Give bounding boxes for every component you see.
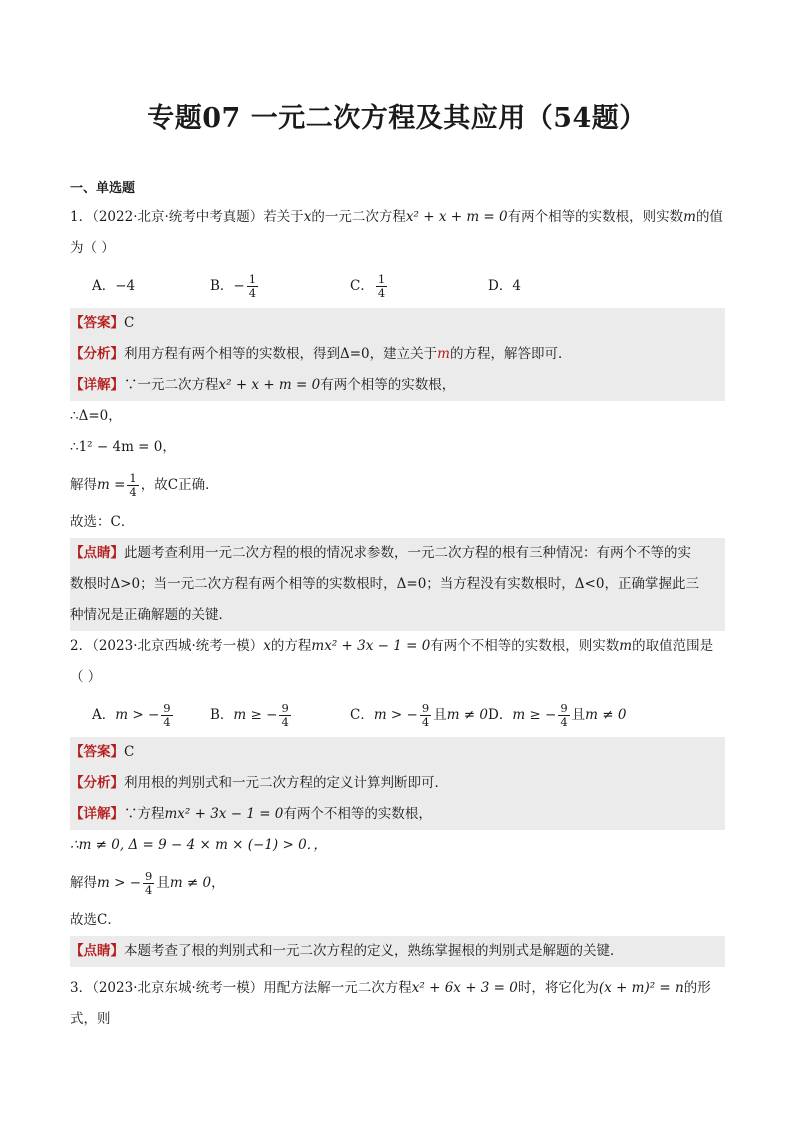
page-title: 专题07 一元二次方程及其应用（54题） (147, 103, 647, 134)
question-3 (70, 973, 725, 1035)
choose-line: 故选：C． (70, 514, 135, 530)
fraction: $\frac{9}{4}$ (163, 700, 171, 729)
fraction: $\frac{9}{4}$ (281, 700, 289, 729)
option-d[interactable]: D．4 (488, 277, 521, 294)
detail-line: 【详解】∵一元二次方程x² + x + m = 0有两个相等的实数根， (70, 377, 456, 393)
step-line: ∴1² − 4m = 0， (70, 439, 176, 455)
review-box-2: 【点睛】本题考查了根的判别式和一元二次方程的定义，熟练掌握根的判别式是解题的关键． (70, 936, 725, 967)
fraction: $\frac{1}{4}$ (248, 271, 257, 300)
fraction: $\frac{1}{4}$ (129, 471, 137, 499)
review-box-1: 【点睛】此题考查利用一元二次方程的根的情况求参数，一元二次方程的根有三种情况：有两个不等的实 数根时Δ>0；当一元二次方程有两个相等的实数根时，Δ=0；当方程没有实数根时，Δ<0，正确掌握此三 种情况是正确解题的关键． (70, 538, 725, 631)
answer-line: 【答案】C (70, 744, 135, 760)
step-line: 解得m > − $\frac{9}{4}$ 且m ≠ 0， (70, 869, 225, 897)
question-1-stem: 1．（2022·北京·统考中考真题）若关于x的一元二次方程x² + x + m = 0有两个相等的实数根，则实数m的值 (70, 209, 723, 225)
option-b[interactable]: B．− $\frac{1}{4}$ (210, 271, 257, 300)
fraction: $\frac{9}{4}$ (421, 700, 430, 729)
question-2-stem-line2: （ ） (70, 669, 102, 685)
question-1-stem-line2: 为（ ） (70, 240, 115, 256)
question-2-stem: 2．（2023·北京西城·统考一模）x的方程mx² + 3x − 1 = 0有两个不相等的实数根，则实数m的取值范围是 (70, 638, 714, 654)
question-2 (70, 631, 725, 967)
fraction: $\frac{1}{4}$ (377, 271, 386, 300)
option-b[interactable]: B． m ≥ − $\frac{9}{4}$ (210, 700, 289, 729)
fraction: $\frac{9}{4}$ (560, 700, 568, 729)
option-c[interactable]: C． $\frac{1}{4}$ (350, 271, 386, 300)
option-d[interactable]: D． m ≥ − $\frac{9}{4}$ 且 m ≠ 0 (488, 700, 627, 729)
analysis-line: 【分析】利用根的判别式和一元二次方程的定义计算判断即可． (70, 775, 448, 791)
question-2-options (70, 693, 725, 737)
option-a[interactable]: A．−4 (92, 277, 136, 294)
solution-box-2 (70, 737, 725, 830)
detail-line: 【详解】∵方程mx² + 3x − 1 = 0有两个不相等的实数根， (70, 806, 432, 822)
fraction: $\frac{9}{4}$ (145, 869, 153, 897)
section-heading: 一、单选题 (70, 181, 136, 196)
choose-line: 故选C． (70, 912, 121, 928)
option-c[interactable]: C． m > − $\frac{9}{4}$ 且 m ≠ 0 (350, 700, 488, 729)
solution-box-1 (70, 308, 725, 401)
option-a[interactable]: A． m > − $\frac{9}{4}$ (92, 700, 171, 729)
analysis-line: 【分析】利用方程有两个相等的实数根，得到Δ=0，建立关于m的方程，解答即可． (70, 346, 572, 362)
question-3-stem: 3．（2023·北京东城·统考一模）用配方法解一元二次方程x² + 6x + 3 = 0时，将它化为(x + m)² = n的形式，则 (70, 980, 711, 1027)
step-line: ∴Δ=0， (70, 408, 122, 424)
step-line: 解得m = $\frac{1}{4}$ ，故C正确． (70, 471, 219, 499)
question-1-options (70, 264, 725, 308)
document-body (70, 176, 725, 1035)
answer-line: 【答案】C (70, 315, 135, 331)
question-1 (70, 202, 725, 631)
step-line: ∴m ≠ 0, Δ = 9 − 4 × m × (−1) > 0．， (70, 837, 327, 853)
